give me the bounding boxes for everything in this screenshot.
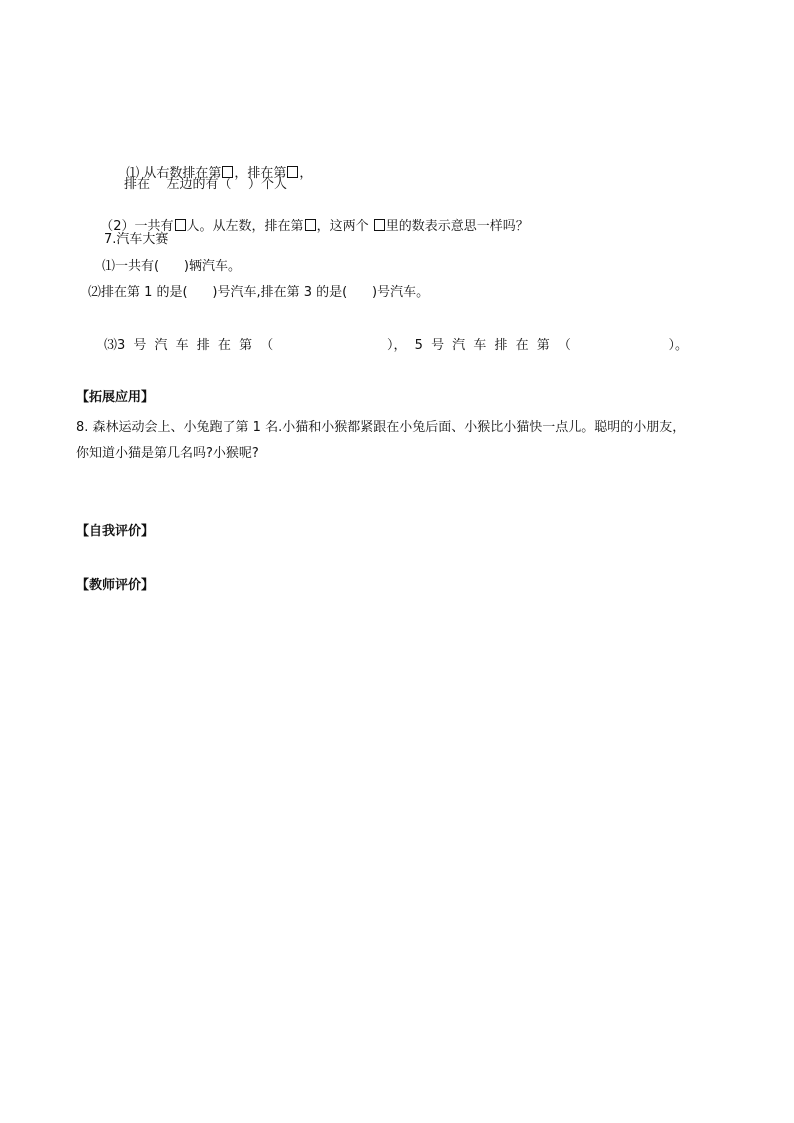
q6-sub2-mid1: 人。从左数，排在第 [186, 219, 304, 234]
q8-line2: 你知道小猫是第几名吗?小猴呢? [76, 446, 259, 461]
self-eval-heading: 【自我评价】 [76, 524, 155, 539]
answer-box [175, 219, 186, 231]
teacher-eval-heading: 【教师评价】 [76, 578, 155, 593]
extend-heading: 【拓展应用】 [76, 390, 155, 405]
q6-sub2-suffix: 里的数表示意思一样吗？ [385, 219, 529, 234]
answer-box [374, 219, 385, 231]
q7-sub1: ⑴一共有( )辆汽车。 [102, 259, 241, 274]
q6-sub1-suffix: ， [299, 166, 313, 181]
q7-sub2: ⑵排在第 1 的是( )号汽车,排在第 3 的是( )号汽车。 [88, 285, 430, 300]
q6-sub2 [92, 203, 529, 235]
q8-line1: 8. 森林运动会上、小兔跑了第 1 名.小猫和小猴都紧跟在小兔后面、小猴比小猫快一点儿。聪明的小朋友， [76, 420, 686, 435]
answer-box [305, 219, 316, 231]
q7-title: 7.汽车大赛 [104, 232, 169, 247]
q6-sub1-mid: ，排在第 [234, 166, 287, 181]
q6-sub1-line2: 排在 左边的有（ ）个人 [124, 177, 288, 192]
answer-box [287, 166, 298, 178]
q6-sub2-prefix: （2）一共有 [100, 219, 174, 234]
q6-sub1-prefix: ⑴ 从右数排在第 [126, 166, 222, 181]
q7-sub3: ⑶3 号 汽 车 排 在 第 （ ）， 5 号 汽 车 排 在 第 （ ）。 [104, 338, 688, 353]
q6-sub2-mid2: ，这两个 [316, 219, 373, 234]
